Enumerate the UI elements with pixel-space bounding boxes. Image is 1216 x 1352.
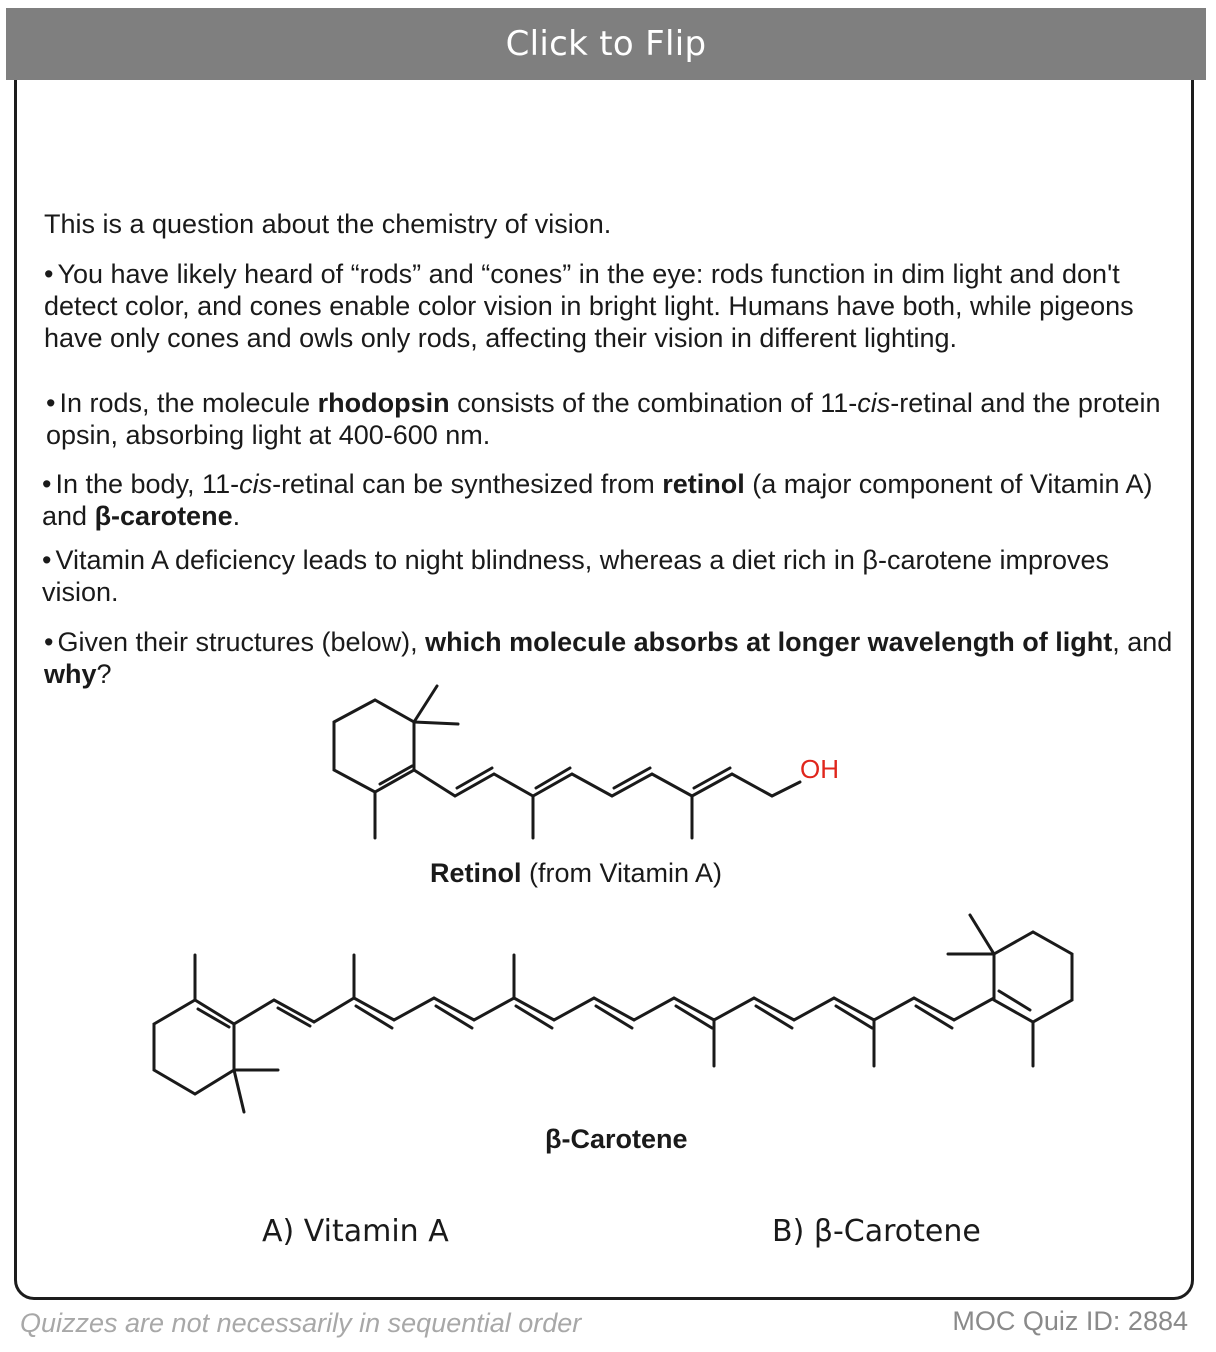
paragraph-text: In the body, 11- [55,469,240,499]
paragraph-text: Given their structures (below), [57,627,426,657]
retinol-oh-label [800,754,839,785]
retinol-note: (from Vitamin A) [521,858,723,888]
bullet: • [46,388,56,418]
bullet: • [42,469,52,499]
beta-carotene-structure [154,915,1072,1112]
bullet: • [44,259,54,289]
term-cis: cis [857,388,891,418]
paragraph-text: -retinal can be synthesized from [272,469,663,499]
prompt-emphasis: which molecule absorbs at longer wavelength of light [425,627,1113,657]
paragraph-text: Vitamin A deficiency leads to night blindness, whereas a diet rich in β-carotene improves vision. [42,545,1110,607]
bullet: • [42,545,52,575]
beta-carotene-caption [545,1124,688,1155]
retinol-structure [334,686,800,838]
paragraph-text: -retinal and the protein opsin, absorbing light at 400-600 nm. [46,388,1161,450]
term-rhodopsin: rhodopsin [317,388,450,418]
footer-order-note: Quizzes are not necessarily in sequential order [20,1308,582,1338]
paragraph-text: You have likely heard of “rods” and “cones” in the eye: rods function in dim light and don't detect color, and cones enable color vision in bright light. Humans have both, while pigeons have only cones and owls only rods, affecting their vision in different lighting. [44,259,1134,353]
term-beta-carotene: β-carotene [94,501,233,531]
bullet: • [44,627,54,657]
footer-quiz-id: MOC Quiz ID: 2884 [952,1306,1188,1336]
paragraph-text: (a major component of Vitamin A) and [42,469,1153,531]
prompt-why: why [44,659,97,689]
retinol-caption [430,858,722,889]
beta-carotene-name: β-Carotene [545,1124,688,1154]
paragraph-text: ? [96,659,112,689]
oh-group: OH [800,754,839,784]
paragraph-text: . [232,501,241,531]
answer-option-b[interactable]: B) β-Carotene [772,1214,981,1249]
term-retinol: retinol [662,469,745,499]
term-cis: cis [239,469,273,499]
paragraph-text: , and [1112,627,1173,657]
click-to-flip-button[interactable]: Click to Flip [6,8,1206,80]
paragraph-text: In rods, the molecule [59,388,318,418]
answer-option-a[interactable]: A) Vitamin A [262,1214,449,1249]
question-intro: This is a question about the chemistry of vision. [44,209,612,239]
retinol-name: Retinol [430,858,522,888]
paragraph-text: consists of the combination of 11- [449,388,858,418]
